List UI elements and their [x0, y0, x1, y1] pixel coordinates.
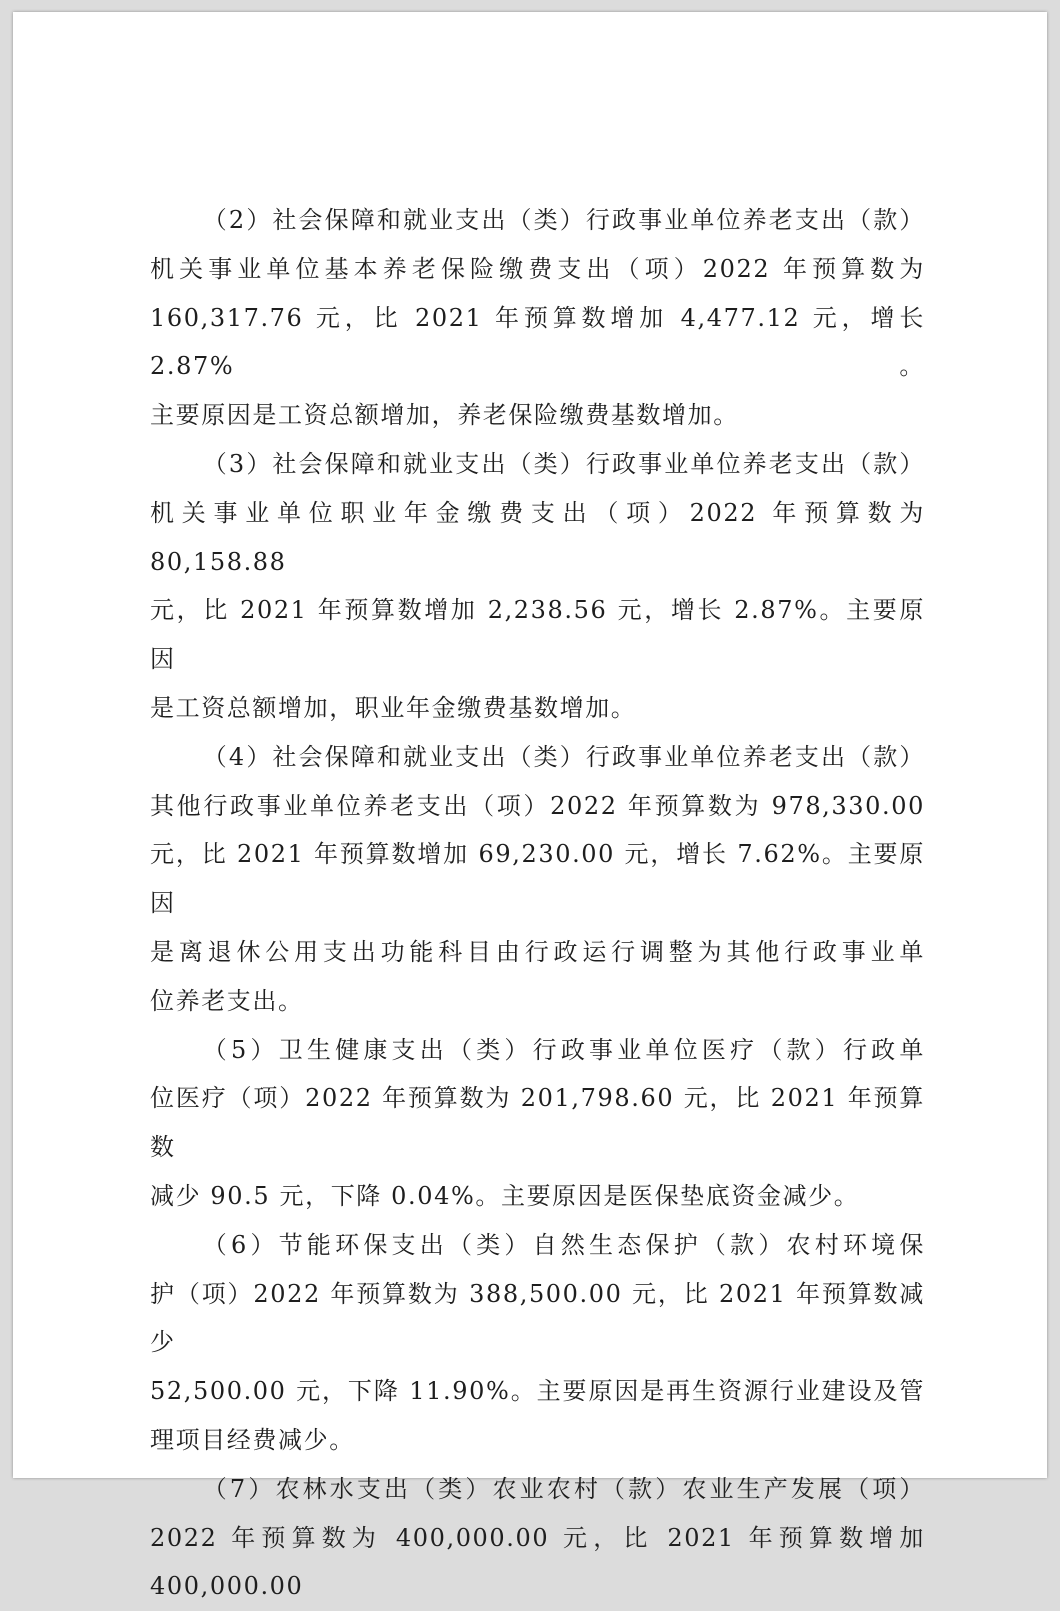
paragraph-line: （7）农林水支出（类）农业农村（款）农业生产发展（项）	[202, 1474, 925, 1503]
paragraph-line: 元，比 2021 年预算数增加 69,230.00 元，增长 7.62%。主要原因	[150, 840, 925, 918]
paragraph-item-6	[150, 1221, 925, 1465]
paragraph-line: 52,500.00 元，下降 11.90%。主要原因是再生资源行业建设及管	[150, 1377, 925, 1406]
paragraph-line: 2022 年预算数为 400,000.00 元，比 2021 年预算数增加 400,000.00	[150, 1523, 925, 1601]
paragraph-line: 其他行政事业单位养老支出（项）2022 年预算数为 978,330.00	[150, 791, 925, 820]
paragraph-item-3	[150, 440, 925, 733]
paragraph-line: （2）社会保障和就业支出（类）行政事业单位养老支出（款）	[202, 206, 925, 234]
paragraph-line: 位养老支出。	[150, 986, 304, 1015]
paragraph-line: 理项目经费减少。	[150, 1425, 355, 1454]
paragraph-line: （5）卫生健康支出（类）行政事业单位医疗（款）行政单	[202, 1035, 925, 1064]
paragraph-line: 护（项）2022 年预算数为 388,500.00 元，比 2021 年预算数减少	[150, 1279, 925, 1357]
paragraph-line: 是离退休公用支出功能科目由行政运行调整为其他行政事业单	[150, 937, 925, 966]
paragraph-line: 是工资总额增加，职业年金缴费基数增加。	[150, 693, 637, 722]
paragraph-line: （6）节能环保支出（类）自然生态保护（款）农村环境保	[202, 1230, 925, 1259]
paragraph-line: （4）社会保障和就业支出（类）行政事业单位养老支出（款）	[202, 742, 925, 771]
paragraph-item-5	[150, 1026, 925, 1221]
paragraph-line: 元，比 2021 年预算数增加 2,238.56 元，增长 2.87%。主要原因	[150, 596, 925, 674]
paragraph-line: 机关事业单位职业年金缴费支出（项）2022 年预算数为 80,158.88	[150, 498, 925, 576]
paragraph-item-2	[150, 196, 925, 440]
paragraph-line: 机关事业单位基本养老保险缴费支出（项）2022 年预算数为	[150, 254, 925, 283]
paragraph-line: （3）社会保障和就业支出（类）行政事业单位养老支出（款）	[202, 449, 925, 478]
paragraph-line: 主要原因是工资总额增加，养老保险缴费基数增加。	[150, 401, 739, 430]
paragraph-line: 减少 90.5 元，下降 0.04%。主要原因是医保垫底资金减少。	[150, 1181, 860, 1210]
paragraph-item-4	[150, 733, 925, 1026]
paragraph-line: 位医疗（项）2022 年预算数为 201,798.60 元，比 2021 年预算数	[150, 1084, 925, 1162]
document-body	[150, 196, 925, 1611]
paragraph-line: 160,317.76 元，比 2021 年预算数增加 4,477.12 元，增长 2.87%。	[150, 303, 925, 381]
paragraph-item-7	[150, 1465, 925, 1611]
